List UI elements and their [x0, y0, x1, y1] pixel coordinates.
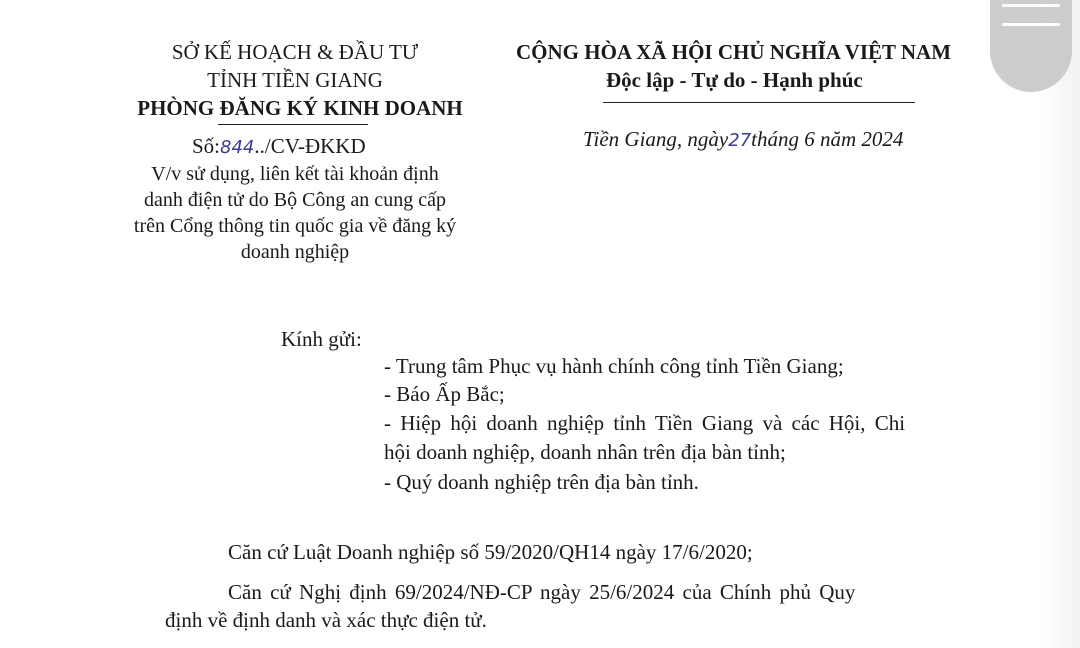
- agency-province: TỈNH TIỀN GIANG: [207, 68, 383, 92]
- date-prefix: Tiền Giang, ngày: [583, 127, 729, 151]
- body-paragraph-1: Căn cứ Luật Doanh nghiệp số 59/2020/QH14 ngày 17/6/2020;: [228, 540, 753, 564]
- agency-name: PHÒNG ĐĂNG KÝ KINH DOANH: [137, 96, 463, 120]
- menu-button[interactable]: [990, 0, 1072, 92]
- agency-parent: SỞ KẾ HOẠCH & ĐẦU TƯ: [171, 40, 419, 64]
- recipients-label: Kính gửi:: [281, 327, 362, 351]
- right-header-divider: [603, 102, 915, 103]
- page-edge-shade: [1040, 0, 1080, 648]
- recipient-item-1: - Trung tâm Phục vụ hành chính công tỉnh Tiền Giang;: [384, 354, 844, 378]
- national-motto: Độc lập - Tự do - Hạnh phúc: [606, 68, 863, 92]
- recipient-item-3: - Hiệp hội doanh nghiệp tỉnh Tiền Giang và các Hội, Chi: [384, 411, 906, 435]
- body-paragraph-2-line-1: Căn cứ Nghị định 69/2024/NĐ-CP ngày 25/6/2024 của Chính phủ Quy: [228, 580, 856, 604]
- recipient-item-2: - Báo Ấp Bắc;: [384, 382, 505, 406]
- date-suffix: tháng 6 năm 2024: [751, 127, 904, 151]
- document-number: [192, 134, 366, 160]
- handwritten-number: 844: [220, 137, 255, 158]
- recipient-item-4: - Quý doanh nghiệp trên địa bàn tỉnh.: [384, 470, 699, 494]
- document-number-suffix: ../CV-ĐKKD: [254, 134, 366, 158]
- document-number-prefix: Số:: [192, 134, 221, 158]
- national-title: CỘNG HÒA XÃ HỘI CHỦ NGHĨA VIỆT NAM: [516, 40, 952, 64]
- subject-line-4: doanh nghiệp: [240, 241, 350, 263]
- body-paragraph-2-line-2: định về định danh và xác thực điện tử.: [165, 608, 487, 632]
- left-header-divider: [218, 124, 368, 125]
- handwritten-day: 27: [728, 130, 752, 151]
- recipient-item-3-cont: hội doanh nghiệp, doanh nhân trên địa bàn tỉnh;: [384, 440, 786, 464]
- place-date: [583, 127, 903, 153]
- subject-line-2: danh điện tử do Bộ Công an cung cấp: [144, 189, 446, 211]
- subject-line-3: trên Cổng thông tin quốc gia về đăng ký: [133, 215, 457, 237]
- subject-line-1: V/v sử dụng, liên kết tài khoản định: [151, 163, 439, 185]
